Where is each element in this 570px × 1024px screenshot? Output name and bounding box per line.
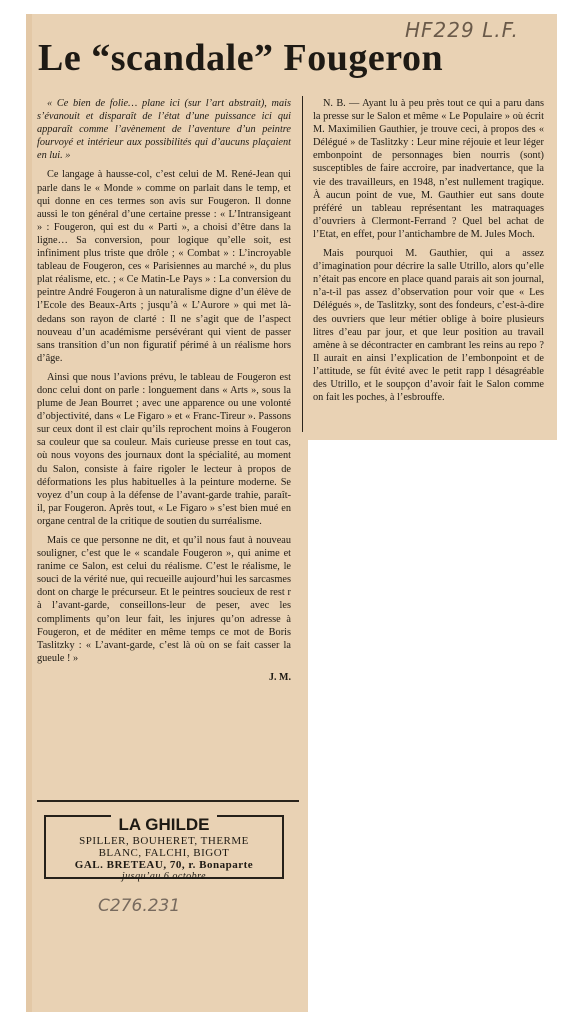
paragraph-1: Ce langage à hausse-col, c’est celui de M. René-Jean qui parle dans le « Monde » comme on parlait dans le temp, et qui donne en ces termes son avis sur Fougeron. Il donne aussi le ton général d’une certaine presse : « L’Intransigeant » : Fougeron, qui est du « Parti », a choisi d’être dans la ligne… Sa conversion, pour logique qu’elle soit, est infiniment plus triste que drôle ; « Combat » : L’incroyable tableau de Fougeron, ces « Parisiennes au marché », du plus plat réalisme, etc. ; « Ce Matin-Le Pays » : La conversion du peintre André Fougeron à un naturalisme digne d’un élève de l’Ecole des Beaux-Arts ; jusqu’à « L’Aurore » qui met là-dedans son rayon de clarté : Il ne s’agit que de l’aspect nouveau d’un académisme persévérant qui vient de passer sans transition d’un non figuratif périmé à un réalisme hors d’âge.: [37, 169, 291, 364]
ad-dates: jusqu’au 6 octobre: [121, 871, 207, 882]
clipping-edge: [26, 14, 32, 1012]
exhibition-ad: [44, 815, 284, 882]
archive-reference: C276.231: [98, 896, 181, 916]
ad-gallery: GAL. BRETEAU, 70, r. Bonaparte: [74, 859, 254, 871]
section-rule: [37, 800, 299, 802]
left-column: [37, 97, 291, 684]
right-column: [313, 97, 544, 410]
intro-quote: « Ce bien de folie… plane ici (sur l’art abstrait), mais s’évanouit et disparaît de l’état d’une puissance ici qui apparaît comme l’avènement de l’aventure d’un peintre fourvoyé et intérieur aux possibilités qui d’aucuns plaçaient en lui. »: [37, 98, 291, 162]
ad-title: LA GHILDE: [111, 815, 218, 835]
ad-artists-2: BLANC, FALCHI, BIGOT: [98, 847, 230, 859]
ad-artists-1: SPILLER, BOUHERET, THERME: [79, 835, 249, 847]
signature: J. M.: [269, 671, 291, 683]
headline: Le “scandale” Fougeron: [38, 37, 444, 79]
paragraph-2: Ainsi que nous l’avions prévu, le tableau de Fougeron est donc celui dont on parle : longuement dans « Arts », sous la plume de Jean Bourret ; avec une apparence ou une volonté d’objectivité, dans « Le Figaro » et « Franc-Tireur ». Passons sur ceux dont il est clair qu’ils reprochent moins à Fougeron sa couleur que sa couleur. Mais curieuse presse en tout cas, où nous voyons des journaux dont la spécialité, au moment du Salon, consiste à faire rigoler le lecteur à propos de déformations les plus habituelles à la peinture moderne. Se voyez d’un coup à la défense de l’avant-garde trahie, paraît-il, par Fougeron. Après tout, « Le Figaro » s’est bien mué en organe central de la critique de soutien du surréalisme.: [37, 371, 291, 527]
archive-handwriting: HF229 L.F.: [405, 18, 519, 42]
column-rule: [302, 96, 303, 432]
paragraph-3: Mais ce que personne ne dit, et qu’il nous faut à nouveau souligner, c’est que le « scandale Fougeron », qui anime et ranime ce Salon, est celui du réalisme. C’est le réalisme, le souci de la vérité nue, qui recueille aujourd’hui les sarcasmes dont on charge le précurseur. Et le peintres soucieux de rest r à l’avant-garde, conseillons-leur de peser, avec les compliments qu’on leur fait, les injures qu’on adresse à Fougeron, et de méditer en même temps ce mot de Boris Taslitzky : « L’avant-garde, c’est là où on se fait casser la gueule ! »: [37, 535, 291, 664]
nb-paragraph-1: N. B. — Ayant lu à peu près tout ce qui a paru dans la presse sur le Salon et même « Le Populaire » où écrit M. Maximilien Gauthier, je trouve ceci, à propos des « Délégué » de Taslitzky : Leur mine réjouie et leur léger embonpoint de personnages bien nourris (sont) susceptibles de faire accroire, par inadvertance, que la vie des travailleurs, en 1948, n’est nullement tragique. À aucun point de vue, M. Gauthier eut sans doute préféré un tableau représentant les matraquages d’ouvriers à Clermont-Ferrand ? Quel bel achat de l’Etat, en effet, pour l’antichambre de M. Jules Moch.: [313, 98, 544, 240]
nb-paragraph-2: Mais pourquoi M. Gauthier, qui a assez d’imagination pour décrire la salle Utrillo, alors qu’elle n’était pas encore en place quand parais ait son journal, n’a-t-il pas assez d’observation pour voir que « Les Délégués », de Taslitzky, sont des fondeurs, c’est-à-dire des ouvriers que leur métier oblige à boire plusieurs litres d’eau par jour, et que leur position au travail amène à se décontracter en cambrant les reins au repo ? Il aurait en ainsi l’explication de l’embonpoint et de l’attitude, se fût évité avec le petit rapp l désagréable des Utrillo, et le soupçon d’avoir fait le Salon comme on fait les poches, à l’esbrouffe.: [313, 248, 544, 404]
